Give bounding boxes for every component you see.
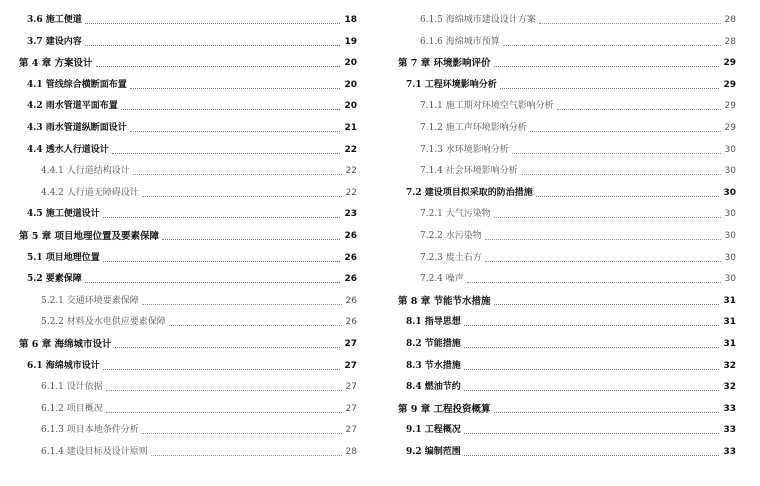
toc-entry-title: 4.4.2 人行道无障碍设计	[41, 187, 139, 198]
toc-leader-dots	[103, 216, 341, 218]
toc-entry	[19, 226, 357, 242]
toc-entry	[398, 334, 736, 350]
toc-entry-page: 26	[345, 295, 357, 306]
toc-entry-page: 22	[345, 166, 357, 177]
toc-leader-dots	[133, 173, 342, 175]
toc-entry	[19, 420, 357, 436]
toc-entry-title: 第 9 章 工程投资概算	[398, 403, 491, 415]
toc-leader-dots	[464, 324, 720, 326]
toc-entry	[398, 269, 736, 285]
toc-entry	[398, 161, 736, 177]
toc-leader-dots	[500, 87, 720, 89]
toc-entry-title: 7.1.2 施工声环境影响分析	[420, 123, 527, 133]
toc-entry-page: 23	[344, 209, 357, 220]
toc-entry	[398, 291, 736, 307]
toc-entry-title: 7.1 工程环境影响分析	[406, 79, 497, 90]
toc-entry-title: 7.1.3 水环境影响分析	[420, 144, 509, 155]
toc-entry-title: 9.1 工程概况	[406, 425, 461, 436]
toc-entry-title: 5.1 项目地理位置	[27, 252, 100, 263]
toc-entry-title: 7.2 建设项目拟采取的防治措施	[406, 187, 533, 198]
toc-entry	[398, 204, 736, 220]
toc-entry-title: 8.3 节水措施	[406, 360, 461, 371]
toc-entry-title: 4.2 雨水管道平面布置	[27, 101, 118, 112]
toc-entry-title: 第 8 章 节能节水措施	[398, 295, 491, 307]
toc-entry-title: 8.2 节能措施	[406, 339, 461, 349]
toc-entry-page: 30	[723, 187, 736, 198]
toc-leader-dots	[121, 108, 341, 110]
toc-entry	[19, 75, 357, 91]
toc-entry-title: 6.1.6 海绵城市预算	[420, 36, 500, 47]
toc-entry-page: 20	[344, 101, 357, 112]
toc-entry	[398, 53, 736, 69]
toc-leader-dots	[103, 260, 341, 262]
toc-entry-title: 6.1.3 项目本地条件分析	[41, 425, 139, 436]
toc-leader-dots	[85, 281, 341, 283]
toc-entry	[398, 420, 736, 436]
toc-entry	[398, 10, 736, 26]
toc-entry	[398, 226, 736, 242]
toc-entry-page: 28	[724, 15, 736, 25]
toc-entry	[19, 53, 357, 69]
toc-entry	[19, 96, 357, 112]
toc-entry	[19, 161, 357, 177]
toc-leader-dots	[536, 195, 720, 197]
toc-leader-dots	[494, 303, 720, 305]
toc-entry-title: 第 4 章 方案设计	[19, 58, 93, 70]
toc-entry-title: 8.4 燃油节约	[406, 382, 461, 393]
toc-entry-page: 27	[345, 425, 357, 436]
toc-entry	[19, 399, 357, 415]
toc-entry-page: 26	[345, 317, 357, 328]
toc-entry-page: 20	[344, 58, 357, 69]
toc-entry	[19, 204, 357, 220]
toc-entry-page: 21	[344, 123, 357, 133]
toc-leader-dots	[464, 346, 720, 348]
toc-entry-page: 19	[344, 36, 357, 47]
toc-entry	[19, 312, 357, 328]
toc-entry	[19, 334, 357, 350]
toc-entry-page: 28	[724, 36, 736, 47]
toc-entry-page: 33	[723, 447, 736, 457]
toc-entry-title: 6.1.1 设计依据	[41, 382, 103, 393]
toc-leader-dots	[142, 303, 342, 305]
toc-leader-dots	[467, 281, 721, 283]
toc-entry-page: 32	[723, 382, 736, 393]
toc-entry-page: 30	[724, 166, 736, 177]
toc-leader-dots	[130, 130, 341, 132]
toc-entry-title: 7.1.1 施工期对环境空气影响分析	[420, 101, 554, 112]
toc-entry-page: 27	[345, 382, 357, 393]
toc-leader-dots	[530, 130, 721, 132]
toc-leader-dots	[464, 368, 720, 370]
toc-entry-title: 第 7 章 环境影响评价	[398, 58, 491, 70]
toc-entry-page: 29	[724, 123, 736, 133]
toc-entry	[398, 312, 736, 328]
toc-leader-dots	[485, 260, 721, 262]
toc-leader-dots	[151, 454, 342, 456]
toc-entry	[19, 269, 357, 285]
toc-leader-dots	[494, 216, 721, 218]
toc-leader-dots	[557, 108, 721, 110]
toc-leader-dots	[85, 44, 341, 46]
toc-entry-page: 18	[344, 15, 357, 25]
toc-entry-page: 27	[344, 360, 357, 371]
toc-entry-page: 30	[724, 144, 736, 155]
toc-entry-page: 29	[723, 79, 736, 90]
toc-entry	[398, 399, 736, 415]
toc-entry-page: 30	[724, 274, 736, 285]
toc-leader-dots	[130, 87, 341, 89]
toc-leader-dots	[103, 368, 341, 370]
toc-entry-title: 5.2.2 材料及水电供应要素保障	[41, 317, 166, 328]
toc-entry	[19, 442, 357, 458]
toc-entry-page: 31	[723, 295, 736, 306]
toc-entry-page: 26	[344, 231, 357, 241]
toc-leader-dots	[512, 152, 721, 154]
toc-leader-dots	[106, 411, 342, 413]
toc-entry	[398, 183, 736, 199]
toc-entry-page: 29	[724, 101, 736, 112]
toc-entry-title: 7.2.2 水污染物	[420, 231, 482, 241]
toc-entry-page: 33	[723, 403, 736, 414]
toc-entry	[19, 248, 357, 264]
toc-entry	[19, 10, 357, 26]
toc-entry-title: 3.6 施工便道	[27, 15, 82, 25]
toc-entry-title: 6.1 海绵城市设计	[27, 360, 100, 371]
toc-entry	[19, 140, 357, 156]
toc-leader-dots	[539, 22, 721, 24]
toc-entry-title: 7.2.3 废土石方	[420, 252, 482, 263]
toc-leader-dots	[142, 432, 342, 434]
toc-entry-title: 5.2.1 交通环境要素保障	[41, 295, 139, 306]
toc-entry	[398, 442, 736, 458]
toc-entry-title: 7.1.4 社会环境影响分析	[420, 166, 518, 177]
toc-leader-dots	[464, 389, 720, 391]
toc-leader-dots	[521, 173, 721, 175]
toc-entry-title: 4.1 管线综合横断面布置	[27, 79, 127, 90]
toc-entry-title: 8.1 指导思想	[406, 317, 461, 328]
toc-entry-title: 5.2 要素保障	[27, 274, 82, 285]
toc-entry-title: 4.3 雨水管道纵断面设计	[27, 123, 127, 133]
toc-entry-title: 4.4 透水人行道设计	[27, 144, 109, 155]
toc-entry-page: 22	[344, 144, 357, 155]
toc-entry	[19, 32, 357, 48]
toc-entry-page: 30	[724, 209, 736, 220]
toc-entry-page: 32	[723, 360, 736, 371]
toc-entry	[398, 32, 736, 48]
toc-entry-title: 3.7 建设内容	[27, 36, 82, 47]
toc-entry	[398, 96, 736, 112]
toc-leader-dots	[162, 238, 340, 240]
toc-entry	[398, 377, 736, 393]
toc-entry-title: 7.2.4 噪声	[420, 274, 464, 285]
toc-entry-title: 6.1.5 海绵城市建设设计方案	[420, 15, 536, 25]
toc-entry-page: 29	[723, 58, 736, 69]
toc-entry-page: 26	[344, 274, 357, 285]
toc-entry-page: 26	[344, 252, 357, 263]
toc-entry-title: 6.1.2 项目概况	[41, 403, 103, 414]
toc-leader-dots	[464, 454, 720, 456]
toc-leader-dots	[464, 432, 720, 434]
toc-entry-title: 4.4.1 人行道结构设计	[41, 166, 130, 177]
toc-entry-page: 22	[345, 187, 357, 198]
toc-entry-page: 27	[345, 403, 357, 414]
toc-entry	[398, 356, 736, 372]
toc-entry	[19, 291, 357, 307]
toc-entry	[398, 118, 736, 134]
toc-leader-dots	[112, 152, 341, 154]
toc-entry	[398, 140, 736, 156]
toc-leader-dots	[96, 65, 341, 67]
toc-entry	[19, 377, 357, 393]
toc-entry-page: 30	[724, 231, 736, 241]
toc-entry-title: 6.1.4 建设目标及设计原则	[41, 447, 148, 457]
toc-entry-page: 31	[723, 339, 736, 349]
toc-entry-page: 30	[724, 252, 736, 263]
toc-entry	[19, 356, 357, 372]
toc-entry-title: 7.2.1 大气污染物	[420, 209, 491, 220]
toc-entry-page: 33	[723, 425, 736, 436]
toc-leader-dots	[503, 44, 721, 46]
toc-entry-title: 第 5 章 项目地理位置及要素保障	[19, 231, 160, 242]
toc-entry-title: 4.5 施工便道设计	[27, 209, 100, 220]
toc-leader-dots	[142, 195, 342, 197]
toc-leader-dots	[494, 411, 720, 413]
toc-entry	[398, 248, 736, 264]
toc-leader-dots	[169, 324, 342, 326]
toc-entry-page: 20	[344, 79, 357, 90]
toc-leader-dots	[85, 22, 341, 24]
toc-entry-title: 9.2 编制范围	[406, 447, 461, 457]
toc-entry	[398, 75, 736, 91]
toc-entry-page: 28	[345, 447, 357, 457]
toc-entry-page: 31	[723, 317, 736, 328]
toc-leader-dots	[115, 346, 341, 348]
toc-entry-title: 第 6 章 海绵城市设计	[19, 339, 112, 350]
toc-leader-dots	[485, 238, 721, 240]
toc-entry	[19, 118, 357, 134]
toc-leader-dots	[106, 389, 342, 391]
toc-entry-page: 27	[344, 339, 357, 349]
toc-entry	[19, 183, 357, 199]
toc-leader-dots	[494, 65, 720, 67]
